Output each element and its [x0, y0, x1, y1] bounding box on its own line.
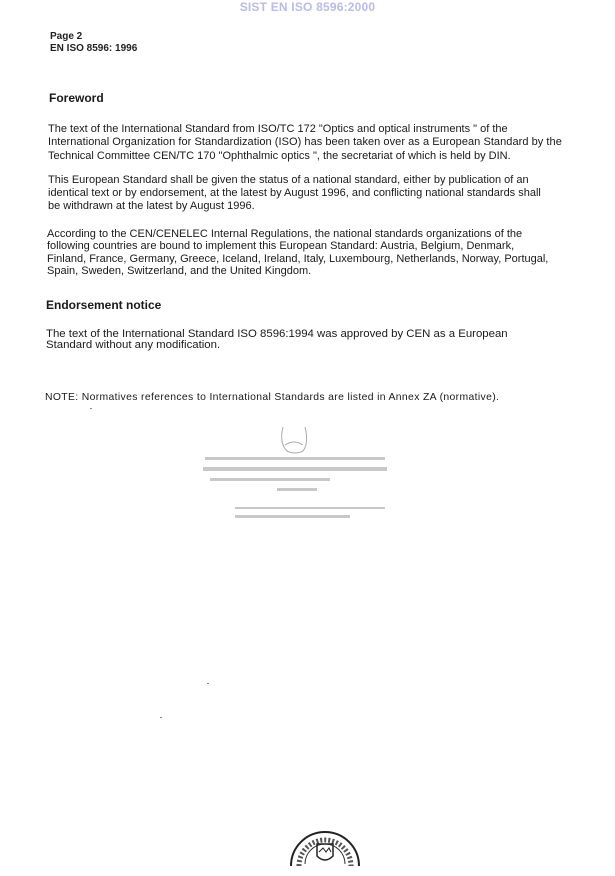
- official-seal: [285, 808, 365, 876]
- text-line: The text of the International Standard from ISO/TC 172 "Optics and optical instruments " of the: [48, 123, 508, 135]
- text-line: identical text or by endorsement, at the latest by August 1996, and conflicting national standards shall: [48, 187, 541, 199]
- standard-reference: EN ISO 8596: 1996: [50, 43, 138, 54]
- text-line: This European Standard shall be given the status of a national standard, either by publication of an: [48, 174, 529, 186]
- text-line: The text of the International Standard ISO 8596:1994 was approved by CEN as a European: [46, 328, 508, 340]
- text-line: According to the CEN/CENELEC Internal Regulations, the national standards organizations of the: [47, 228, 523, 240]
- endorsement-heading: Endorsement notice: [46, 298, 162, 312]
- text-line: Finland, France, Germany, Greece, Iceland, Ireland, Italy, Luxembourg, Netherlands, Norway, Portugal,: [47, 253, 549, 265]
- scan-speck: [90, 408, 92, 409]
- faint-stamp-emblem: [195, 415, 395, 525]
- normative-note: NOTE: Normatives references to International Standards are listed in Annex ZA (normative).: [45, 392, 500, 403]
- text-line: International Organization for Standardization (ISO) has been taken over as a European Standard by the: [48, 136, 562, 148]
- watermark: SIST EN ISO 8596:2000: [239, 0, 376, 14]
- scan-speck: [207, 683, 209, 684]
- text-line: be withdrawn at the latest by August 1996.: [48, 200, 255, 212]
- page-number: Page 2: [50, 31, 83, 42]
- foreword-heading: Foreword: [49, 91, 104, 105]
- text-line: Standard without any modification.: [46, 339, 221, 351]
- text-line: Spain, Sweden, Switzerland, and the United Kingdom.: [47, 265, 312, 277]
- text-line: following countries are bound to implement this European Standard: Austria, Belgium, Denmark,: [47, 240, 515, 252]
- text-line: Technical Committee CEN/TC 170 "Ophthalmic optics ", the secretariat of which is held by DIN.: [48, 150, 511, 162]
- scan-speck: [160, 717, 162, 718]
